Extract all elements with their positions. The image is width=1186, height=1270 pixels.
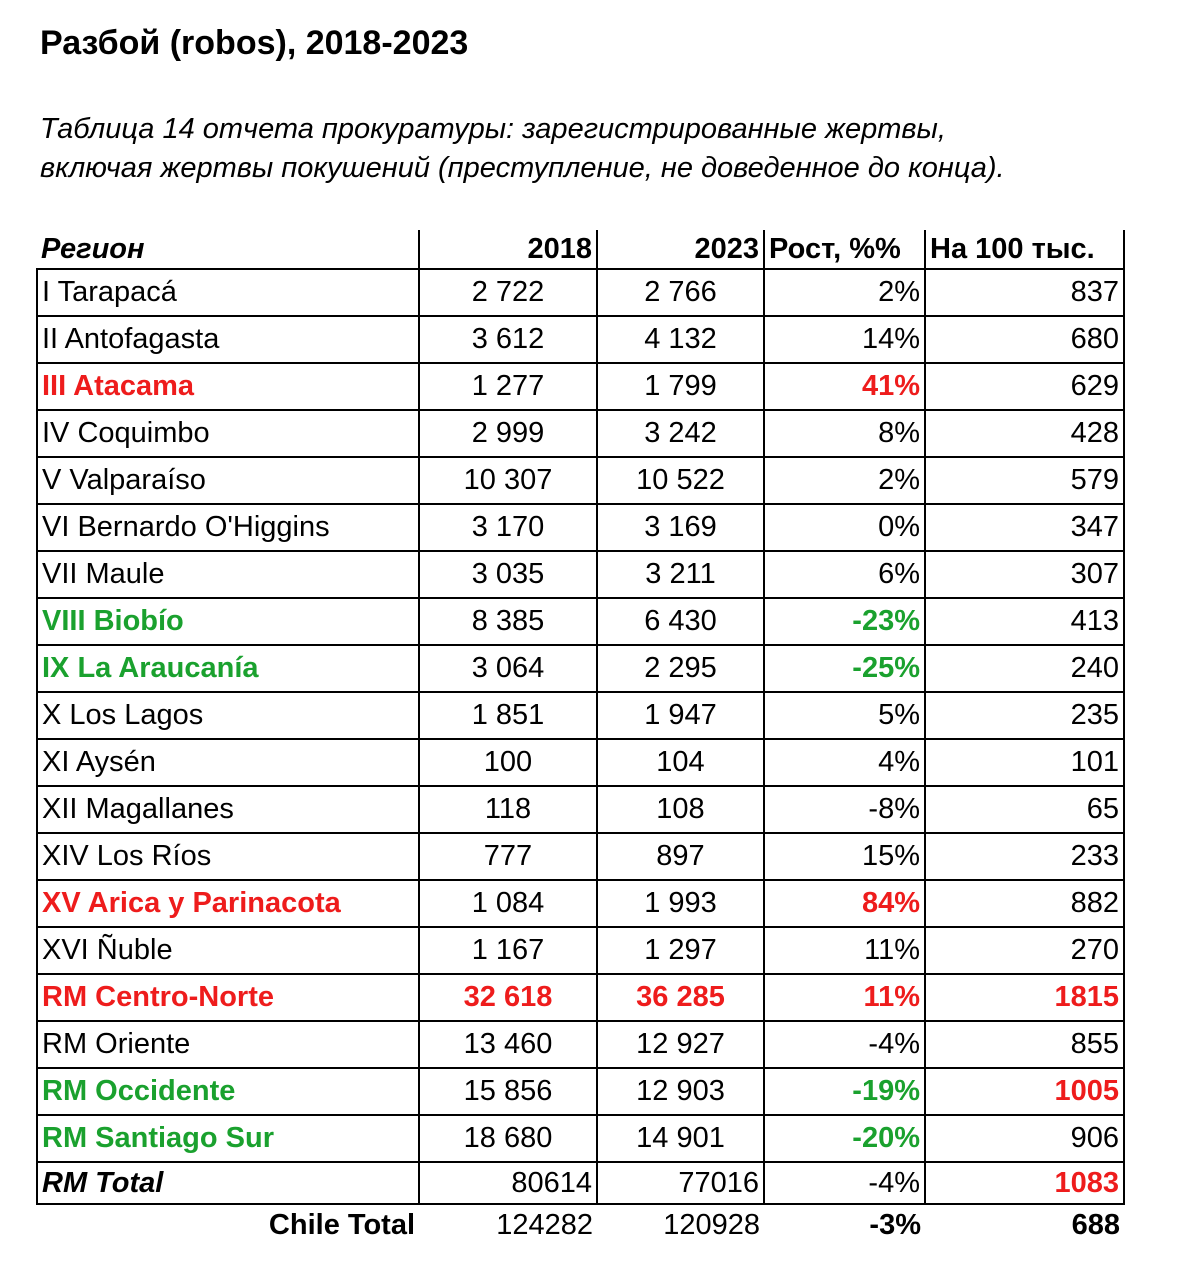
cell-per-100k: 240	[925, 645, 1124, 692]
header-2023: 2023	[597, 230, 764, 269]
cell-2023: 4 132	[597, 316, 764, 363]
cell-2023: 3 211	[597, 551, 764, 598]
cell-per-100k: 307	[925, 551, 1124, 598]
cell-region: XI Aysén	[37, 739, 419, 786]
header-2018: 2018	[419, 230, 597, 269]
cell-region: IX La Araucanía	[37, 645, 419, 692]
cell-region: RM Occidente	[37, 1068, 419, 1115]
cell-2023: 1 297	[597, 927, 764, 974]
cell-2018: 1 167	[419, 927, 597, 974]
cell-region: RM Centro-Norte	[37, 974, 419, 1021]
cell-growth: 2%	[764, 457, 925, 504]
cell-region: VIII Biobío	[37, 598, 419, 645]
cell-per-100k: 629	[925, 363, 1124, 410]
cell-growth: -8%	[764, 786, 925, 833]
cell-per-100k: 347	[925, 504, 1124, 551]
cell-2018: 32 618	[419, 974, 597, 1021]
cell-per-100k: 1005	[925, 1068, 1124, 1115]
cell-2023: 6 430	[597, 598, 764, 645]
cell-region: Chile Total	[268, 1208, 415, 1241]
cell-2023: 1 799	[597, 363, 764, 410]
cell-2023: 14 901	[597, 1115, 764, 1162]
cell-2023: 12 927	[597, 1021, 764, 1068]
cell-region: XIV Los Ríos	[37, 833, 419, 880]
cell-region: XVI Ñuble	[37, 927, 419, 974]
table-row	[37, 880, 1124, 927]
cell-per-100k: 882	[925, 880, 1124, 927]
table-row	[37, 598, 1124, 645]
cell-2018: 10 307	[419, 457, 597, 504]
cell-growth: -19%	[764, 1068, 925, 1115]
cell-growth: 8%	[764, 410, 925, 457]
cell-region: RM Oriente	[37, 1021, 419, 1068]
subtitle-line-2: включая жертвы покушений (преступление, не доведенное до конца).	[40, 152, 1005, 184]
cell-region: RM Total	[37, 1162, 419, 1204]
cell-growth: 15%	[764, 833, 925, 880]
cell-per-100k: 837	[925, 269, 1124, 316]
table-row	[37, 645, 1124, 692]
table-header-row	[37, 230, 1124, 269]
table-row	[37, 316, 1124, 363]
cell-per-100k: 413	[925, 598, 1124, 645]
cell-2023: 1 947	[597, 692, 764, 739]
cell-per-100k: 233	[925, 833, 1124, 880]
cell-2018: 1 851	[419, 692, 597, 739]
cell-2018: 1 084	[419, 880, 597, 927]
cell-2018: 13 460	[419, 1021, 597, 1068]
cell-2018: 2 999	[419, 410, 597, 457]
table-row	[37, 786, 1124, 833]
cell-2023: 10 522	[597, 457, 764, 504]
table-row	[37, 692, 1124, 739]
table-row	[37, 1115, 1124, 1162]
cell-per-100k: 1083	[925, 1162, 1124, 1204]
cell-growth: 11%	[764, 927, 925, 974]
table-row	[37, 739, 1124, 786]
cell-region: IV Coquimbo	[37, 410, 419, 457]
cell-growth: 0%	[764, 504, 925, 551]
cell-2018: 18 680	[419, 1115, 597, 1162]
cell-growth: 5%	[764, 692, 925, 739]
cell-2023: 3 169	[597, 504, 764, 551]
cell-growth: -4%	[764, 1162, 925, 1204]
cell-per-100k: 688	[1071, 1208, 1120, 1241]
cell-2018: 3 064	[419, 645, 597, 692]
cell-per-100k: 855	[925, 1021, 1124, 1068]
table-row	[37, 927, 1124, 974]
table-row	[37, 974, 1124, 1021]
cell-growth: -4%	[764, 1021, 925, 1068]
cell-growth: -25%	[764, 645, 925, 692]
cell-growth: -20%	[764, 1115, 925, 1162]
subtitle-line-1: Таблица 14 отчета прокуратуры: зарегистрированные жертвы,	[40, 113, 946, 145]
cell-2018: 15 856	[419, 1068, 597, 1115]
cell-growth: -23%	[764, 598, 925, 645]
cell-region: V Valparaíso	[37, 457, 419, 504]
header-growth: Рост, %%	[764, 230, 925, 269]
cell-per-100k: 65	[925, 786, 1124, 833]
table-row	[37, 504, 1124, 551]
table-row	[37, 833, 1124, 880]
cell-2018: 80614	[419, 1162, 597, 1204]
cell-per-100k: 1815	[925, 974, 1124, 1021]
cell-2023: 2 295	[597, 645, 764, 692]
cell-2018: 124282	[496, 1208, 593, 1241]
cell-growth: 6%	[764, 551, 925, 598]
cell-2023: 77016	[597, 1162, 764, 1204]
cell-per-100k: 428	[925, 410, 1124, 457]
cell-per-100k: 235	[925, 692, 1124, 739]
table-row	[37, 410, 1124, 457]
table-row	[37, 1068, 1124, 1115]
cell-growth: 41%	[764, 363, 925, 410]
cell-2018: 2 722	[419, 269, 597, 316]
robbery-table	[36, 230, 1125, 1245]
cell-2023: 120928	[663, 1208, 760, 1241]
cell-growth: -3%	[869, 1208, 921, 1241]
cell-growth: 2%	[764, 269, 925, 316]
cell-region: VI Bernardo O'Higgins	[37, 504, 419, 551]
table-row	[37, 1021, 1124, 1068]
cell-region: XII Magallanes	[37, 786, 419, 833]
cell-2023: 2 766	[597, 269, 764, 316]
table-row	[37, 363, 1124, 410]
cell-2018: 8 385	[419, 598, 597, 645]
cell-2023: 897	[597, 833, 764, 880]
cell-per-100k: 579	[925, 457, 1124, 504]
header-per-100k: На 100 тыс.	[925, 230, 1124, 269]
cell-per-100k: 680	[925, 316, 1124, 363]
cell-region: XV Arica y Parinacota	[37, 880, 419, 927]
cell-growth: 4%	[764, 739, 925, 786]
cell-region: III Atacama	[37, 363, 419, 410]
cell-2023: 1 993	[597, 880, 764, 927]
page-title: Разбой (robos), 2018-2023	[40, 24, 469, 62]
cell-growth: 14%	[764, 316, 925, 363]
cell-2018: 100	[419, 739, 597, 786]
cell-2023: 108	[597, 786, 764, 833]
cell-2023: 104	[597, 739, 764, 786]
cell-per-100k: 101	[925, 739, 1124, 786]
cell-2018: 3 612	[419, 316, 597, 363]
cell-2018: 777	[419, 833, 597, 880]
cell-2018: 3 170	[419, 504, 597, 551]
cell-region: I Tarapacá	[37, 269, 419, 316]
table-row	[37, 551, 1124, 598]
cell-2018: 3 035	[419, 551, 597, 598]
cell-2023: 3 242	[597, 410, 764, 457]
cell-region: X Los Lagos	[37, 692, 419, 739]
cell-growth: 11%	[764, 974, 925, 1021]
rm-total-row	[37, 1162, 1124, 1204]
cell-2023: 12 903	[597, 1068, 764, 1115]
cell-per-100k: 270	[925, 927, 1124, 974]
cell-region: RM Santiago Sur	[37, 1115, 419, 1162]
table-row	[37, 269, 1124, 316]
cell-region: II Antofagasta	[37, 316, 419, 363]
cell-2023: 36 285	[597, 974, 764, 1021]
cell-per-100k: 906	[925, 1115, 1124, 1162]
table-row	[37, 457, 1124, 504]
cell-growth: 84%	[764, 880, 925, 927]
cell-2018: 118	[419, 786, 597, 833]
chile-total-row	[37, 1204, 1124, 1245]
header-region: Регион	[37, 230, 419, 269]
cell-region: VII Maule	[37, 551, 419, 598]
cell-2018: 1 277	[419, 363, 597, 410]
